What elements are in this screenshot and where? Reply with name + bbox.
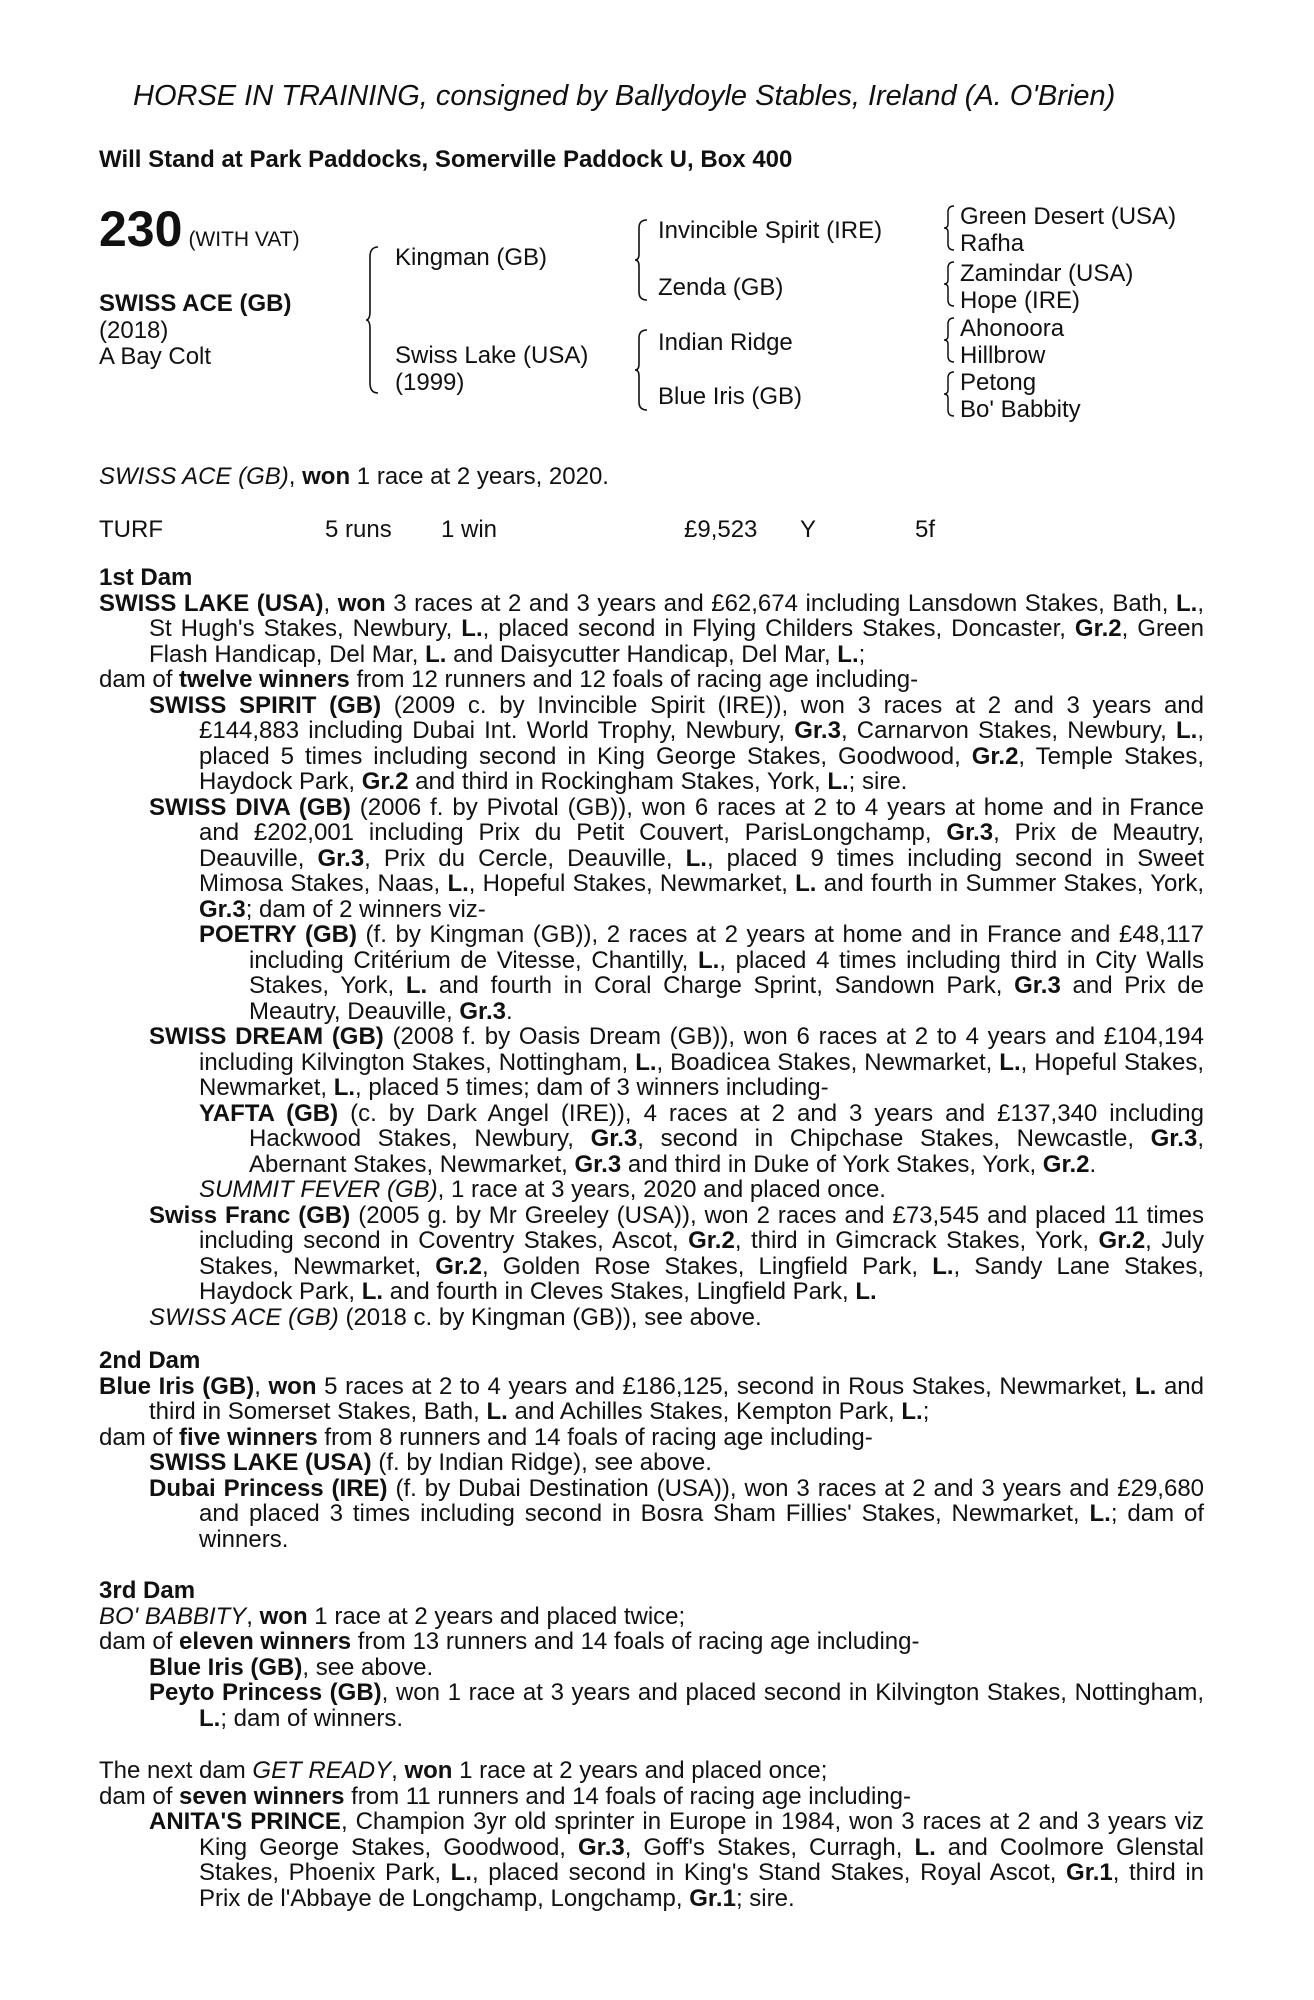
- lot-number: [99, 200, 300, 258]
- second-dam-produce-line: [99, 1425, 1204, 1451]
- winners-count: eleven winners: [179, 1628, 352, 1655]
- group-mark: Gr.2: [1074, 615, 1122, 642]
- pedigree-brace-g3: [944, 316, 956, 364]
- first-dam-text-6: ;: [858, 640, 866, 668]
- third-dam-heading: 3rd Dam: [99, 1577, 196, 1604]
- first-dam-heading: 1st Dam: [99, 564, 193, 591]
- produce-peyto-princess: Peyto Princess (GB), won 1 race at 3 years and placed second in Kilvington Stakes, Nottingham, L.; dam of winners.: [149, 1679, 1204, 1732]
- horse-description: A Bay Colt: [99, 343, 212, 370]
- produce-swiss-spirit: SWISS SPIRIT (GB) (2009 c. by Invincible Spirit (IRE)), won 3 races at 2 and 3 years and £144,883 including Dubai Int. World Trophy, Newbury, Gr.3, Carnarvon Stakes, Newbury, L., placed 5 times including second in King George Stakes, Goodwood, Gr.2, Temple Stakes, Haydock Park, Gr.2 and third in Rockingham Stakes, York, L.; sire.: [149, 691, 1204, 795]
- pedigree-brace-dam: [635, 328, 649, 412]
- second-dam-heading: 2nd Dam: [99, 1347, 201, 1374]
- dam-of-rest: from 11 runners and 14 foals of racing age including-: [344, 1782, 912, 1810]
- race-summary: SWISS ACE (GB), won 1 race at 2 years, 2020.: [99, 463, 609, 490]
- pedigree-dam-dam: Blue Iris (GB): [658, 383, 803, 410]
- pedigree-g4: Hope (IRE): [960, 287, 1081, 314]
- next-dam-record: The next dam GET READY, won 1 race at 2 years and placed once;: [99, 1757, 828, 1784]
- pedigree-dam: Swiss Lake (USA): [395, 342, 589, 369]
- dam-of-rest: from 13 runners and 14 foals of racing age including-: [351, 1628, 920, 1655]
- record-flag: Y: [800, 516, 817, 543]
- produce-swiss-diva: SWISS DIVA (GB) (2006 f. by Pivotal (GB)), won 6 races at 2 to 4 years at home and in France and £202,001 including Prix du Petit Couvert, ParisLongchamp, Gr.3, Prix de Meautry, Deauville, Gr.3, Prix du Cercle, Deauville, L., placed 9 times including second in Sweet Mimosa Stakes, Naas, L., Hopeful Stakes, Newmarket, L. and fourth in Summer Stakes, York, Gr.3; dam of 2 winners viz-: [149, 793, 1205, 923]
- first-dam-name: SWISS LAKE (USA): [99, 589, 324, 617]
- listed-mark: L.: [461, 615, 483, 642]
- summary-won: won: [302, 463, 351, 490]
- first-dam-produce-line: [99, 667, 1204, 693]
- third-dam-produce-line: [99, 1629, 1204, 1655]
- record-earnings: £9,523: [684, 516, 758, 543]
- dam-of-text: dam of: [99, 666, 180, 693]
- vat-label: (WITH VAT): [188, 228, 300, 251]
- pedigree-g8: Bo' Babbity: [960, 396, 1081, 423]
- winners-count: seven winners: [179, 1782, 345, 1810]
- produce-summit-fever: SUMMIT FEVER (GB), 1 race at 3 years, 2020 and placed once.: [199, 1176, 886, 1203]
- pedigree-dam-sire: Indian Ridge: [658, 329, 793, 356]
- produce-blue-iris: Blue Iris (GB), see above.: [149, 1653, 434, 1681]
- listed-mark: L.: [1176, 589, 1198, 617]
- lot-number-value: 230: [99, 201, 183, 257]
- next-dam-name: GET READY: [252, 1757, 392, 1784]
- pedigree-brace-g1: [944, 204, 956, 252]
- dam-of-rest: from 12 runners and 12 foals of racing age including-: [349, 666, 919, 693]
- third-dam-section: [99, 1578, 1204, 1731]
- horse-year: (2018): [99, 317, 169, 344]
- pedigree-brace-g2: [944, 260, 956, 308]
- second-dam-name: Blue Iris (GB): [99, 1372, 255, 1400]
- produce-swiss-lake: SWISS LAKE (USA) (f. by Indian Ridge), see above.: [149, 1449, 712, 1476]
- pedigree-g1: Green Desert (USA): [960, 203, 1177, 230]
- first-dam-text-3: , placed second in Flying Childers Stakes, Doncaster,: [482, 615, 1075, 642]
- pedigree-g5: Ahonoora: [960, 315, 1065, 342]
- produce-swiss-franc: Swiss Franc (GB) (2005 g. by Mr Greeley (USA)), won 2 races and £73,545 and placed 11 times including second in Coventry Stakes, Ascot, Gr.2, third in Gimcrack Stakes, York, Gr.2, July Stakes, Newmarket, Gr.2, Golden Rose Stakes, Lingfield Park, L., Sandy Lane Stakes, Haydock Park, L. and fourth in Cleves Stakes, Lingfield Park, L.: [149, 1201, 1205, 1305]
- dam-of-text: dam of: [99, 1782, 180, 1810]
- dam-of-text: dam of: [99, 1423, 180, 1451]
- listed-mark: L.: [837, 640, 859, 668]
- pedigree-sire: Kingman (GB): [395, 244, 548, 271]
- pedigree-g6: Hillbrow: [960, 342, 1046, 369]
- first-dam-record: SWISS LAKE (USA), won 3 races at 2 and 3 years and £62,674 including Lansdown Stakes, Bath, L., St Hugh's Stakes, Newbury, L., placed second in Flying Childers Stakes, Doncaster, Gr.2, Green Flash Handicap, Del Mar, L. and Daisycutter Handicap, Del Mar, L.;: [99, 589, 1204, 668]
- pedigree-brace-g4: [944, 370, 956, 418]
- pedigree-brace-main: [366, 245, 380, 395]
- third-dam-name: BO' BABBITY: [99, 1602, 247, 1630]
- dam-of-rest: from 8 runners and 14 foals of racing age including-: [317, 1423, 873, 1451]
- produce-poetry: POETRY (GB) (f. by Kingman (GB)), 2 races at 2 years at home and in France and £48,117 including Critérium de Vitesse, Chantilly, L., placed 4 times including third in City Walls Stakes, York, L. and fourth in Coral Charge Sprint, Sandown Park, Gr.3 and Prix de Meautry, Deauville, Gr.3.: [199, 921, 1204, 1025]
- produce-anitas-prince: ANITA'S PRINCE, Champion 3yr old sprinter in Europe in 1984, won 3 races at 2 and 3 years viz King George Stakes, Goodwood, Gr.3, Goff's Stakes, Curragh, L. and Coolmore Glenstal Stakes, Phoenix Park, L., placed second in King's Stand Stakes, Royal Ascot, Gr.1, third in Prix de l'Abbaye de Longchamp, Longchamp, Gr.1; sire.: [149, 1808, 1204, 1912]
- dam-of-text: dam of: [99, 1628, 180, 1655]
- pedigree-g2: Rafha: [960, 230, 1025, 257]
- record-surface: TURF: [99, 516, 163, 543]
- first-dam-text-5: and Daisycutter Handicap, Del Mar,: [446, 640, 838, 668]
- record-distance: 5f: [915, 516, 936, 543]
- second-dam-section: [99, 1348, 1204, 1552]
- second-dam-text: 5 races at 2 to 4 years and £186,125, second in Rous Stakes, Newmarket,: [316, 1372, 1136, 1400]
- first-dam-text-1: 3 races at 2 and 3 years and £62,674 including Lansdown Stakes, Bath,: [385, 589, 1176, 617]
- page-title: HORSE IN TRAINING, consigned by Ballydoyle Stables, Ireland (A. O'Brien): [133, 80, 1116, 112]
- record-wins: 1 win: [441, 516, 498, 543]
- winners-count: five winners: [179, 1423, 318, 1451]
- third-dam-record: BO' BABBITY, won 1 race at 2 years and placed twice;: [99, 1602, 686, 1630]
- pedigree-g7: Petong: [960, 369, 1037, 396]
- horse-name: SWISS ACE (GB): [99, 290, 292, 317]
- second-dam-record: Blue Iris (GB), won 5 races at 2 to 4 years and £186,125, second in Rous Stakes, Newmarket, L. and third in Somerset Stakes, Bath, L. and Achilles Stakes, Kempton Park, L.;: [99, 1372, 1204, 1425]
- summary-text: 1 race at 2 years, 2020.: [350, 463, 609, 490]
- winners-count: twelve winners: [179, 666, 350, 693]
- pedigree-g3: Zamindar (USA): [960, 260, 1134, 287]
- listed-mark: L.: [425, 640, 447, 668]
- third-dam-text: 1 race at 2 years and placed twice;: [307, 1602, 686, 1630]
- pedigree-brace-sire: [635, 218, 649, 302]
- pedigree-dam-year: (1999): [395, 369, 465, 396]
- next-dam-won: won: [404, 1757, 453, 1784]
- pedigree-sire-dam: Zenda (GB): [658, 274, 784, 301]
- produce-yafta: YAFTA (GB) (c. by Dark Angel (IRE)), 4 races at 2 and 3 years and £137,340 including Hackwood Stakes, Newbury, Gr.3, second in Chipchase Stakes, Newcastle, Gr.3, Abernant Stakes, Newmarket, Gr.3 and third in Duke of York Stakes, York, Gr.2.: [199, 1099, 1205, 1178]
- summary-horse-name: SWISS ACE (GB): [99, 463, 289, 490]
- next-dam-text: 1 race at 2 years and placed once;: [452, 1757, 828, 1784]
- third-dam-won: won: [259, 1602, 308, 1630]
- first-dam-won: won: [337, 589, 386, 617]
- produce-swiss-dream: SWISS DREAM (GB) (2008 f. by Oasis Dream (GB)), won 6 races at 2 to 4 years and £104,194 including Kilvington Stakes, Nottingham, L., Boadicea Stakes, Newmarket, L., Hopeful Stakes, Newmarket, L., placed 5 times; dam of 3 winners including-: [149, 1023, 1205, 1101]
- produce-swiss-ace: SWISS ACE (GB) (2018 c. by Kingman (GB)), see above.: [149, 1303, 762, 1331]
- next-dam-intro: The next dam: [99, 1757, 253, 1784]
- next-dam-section: [99, 1758, 1204, 1911]
- first-dam-text-4: , Green Flash Handicap, Del Mar,: [149, 615, 1204, 668]
- first-dam-text-2: , St Hugh's Stakes, Newbury,: [149, 589, 1204, 642]
- next-dam-produce-line: [99, 1784, 1204, 1810]
- produce-dubai-princess: Dubai Princess (IRE) (f. by Dubai Destination (USA)), won 3 races at 2 and 3 years and £29,680 and placed 3 times including second in Bosra Sham Fillies' Stakes, Newmarket, L.; dam of winners.: [149, 1474, 1205, 1553]
- stand-location: Will Stand at Park Paddocks, Somerville Paddock U, Box 400: [99, 146, 793, 173]
- pedigree-sire-sire: Invincible Spirit (IRE): [658, 217, 883, 244]
- first-dam-section: [99, 565, 1204, 1330]
- record-runs: 5 runs: [325, 516, 392, 543]
- second-dam-won: won: [268, 1372, 317, 1400]
